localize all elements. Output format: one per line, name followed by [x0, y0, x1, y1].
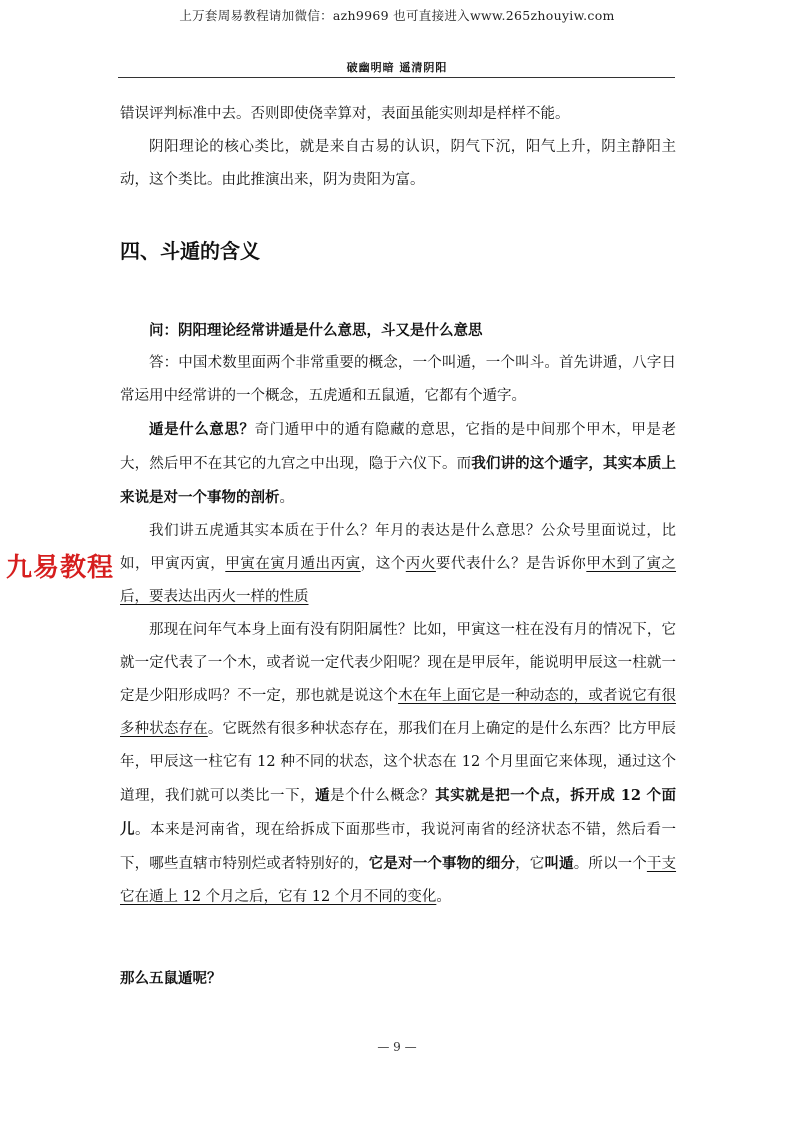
- long-text-1: 那现在问年气本身上面有没有阴阳属性？比如，甲寅这一柱在没有月的情况下，它就一定代表了一个木，或者说一定代表少阳呢？现在是甲辰年，能说明甲辰这一柱就一定是少阳形成吗？不一定，那也就是说这个: [120, 622, 676, 704]
- long-bold-2: 其实就是把一个点，拆开成 12 个面儿: [120, 787, 677, 838]
- long-bold-4: 叫遁: [544, 855, 574, 872]
- question-line: 问：阴阳理论经常讲遁是什么意思，斗又是什么意思: [149, 322, 483, 339]
- wuhu-text-2: ，这个: [360, 556, 406, 572]
- long-text-7: 。: [436, 889, 451, 905]
- dun-bold-2: 我们讲的这个遁字，其实本质上来说是对一个事物的剖析: [120, 455, 677, 506]
- long-underline-1: 木在年上面它是一种动态的，或者说它有很多种状态存在: [120, 688, 677, 737]
- long-text-6: 。所以一个: [573, 856, 647, 872]
- wuhu-underline-1: 甲寅在寅月遁出丙寅: [225, 556, 361, 572]
- header-rule: [118, 77, 675, 78]
- dun-text-1: 奇门遁甲中的遁有隐藏的意思，它指的是中间那个甲木，甲是老大，然后甲不在其它的九宫之中出现，隐于六仪下。而: [120, 422, 676, 472]
- wuhu-paragraph: [120, 515, 676, 614]
- main-body: [120, 314, 676, 914]
- long-text-4: 。本来是河南省，现在给拆成下面那些市，我说河南省的经济状态不错，然后看一下，哪些直辖市特别烂或者特别好的，: [120, 822, 677, 872]
- section-heading: 四、斗遁的含义: [120, 239, 260, 263]
- long-underline-2: 干支它在遁上 12 个月之后，它有 12 个月不同的变化: [120, 856, 677, 905]
- closing-question: 那么五鼠遁呢？: [120, 970, 222, 987]
- long-text-5: ，它: [515, 856, 545, 872]
- answer-paragraph: 答：中国术数里面两个非常重要的概念，一个叫遁，一个叫斗。首先讲遁，八字日常运用中经常讲的一个概念，五虎遁和五鼠遁，它都有个遁字。: [120, 355, 676, 404]
- dun-paragraph: [120, 413, 676, 515]
- wuhu-underline-2: 丙火: [405, 556, 436, 572]
- intro-paragraph-1: 错误评判标准中去。否则即使侥幸算对，表面虽能实则却是样样不能。: [120, 106, 570, 122]
- watermark-logo: 九易教程: [6, 547, 114, 584]
- intro-block: [120, 98, 676, 197]
- intro-paragraph-2: 阴阳理论的核心类比，就是来自古易的认识，阴气下沉，阳气上升，阴主静阳主动，这个类比。由此推演出来，阴为贵阳为富。: [120, 139, 676, 188]
- long-text-2: 。它既然有很多种状态存在，那我们在月上确定的是什么东西？比方甲辰年，甲辰这一柱它有 12 种不同的状态，这个状态在 12 个月里面它来体现，通过这个道理，我们就可以类比一下，: [120, 721, 676, 804]
- page-number: — 9 —: [377, 1040, 417, 1054]
- dun-bold-1: 遁是什么意思？: [149, 421, 255, 438]
- long-text-3: 是个什么概念？: [330, 788, 436, 804]
- long-paragraph: [120, 614, 676, 914]
- long-bold-1: 遁: [315, 787, 331, 804]
- top-promo-note: 上万套周易教程请加微信：azh9969 也可直接进入www.265zhouyiw.com: [179, 8, 615, 23]
- wuhu-text-1: 我们讲五虎遁其实本质在于什么？年月的表达是什么意思？公众号里面说过，比如，甲寅丙寅，: [120, 523, 676, 572]
- dun-text-2: 。: [279, 490, 294, 506]
- running-header-title: 破幽明暗 遥清阴阳: [346, 61, 448, 74]
- wuhu-underline-3: 甲木到了寅之后，要表达出丙火一样的性质: [120, 556, 677, 605]
- long-bold-3: 它是对一个事物的细分: [368, 855, 516, 872]
- wuhu-text-3: 要代表什么？是告诉你: [435, 556, 587, 572]
